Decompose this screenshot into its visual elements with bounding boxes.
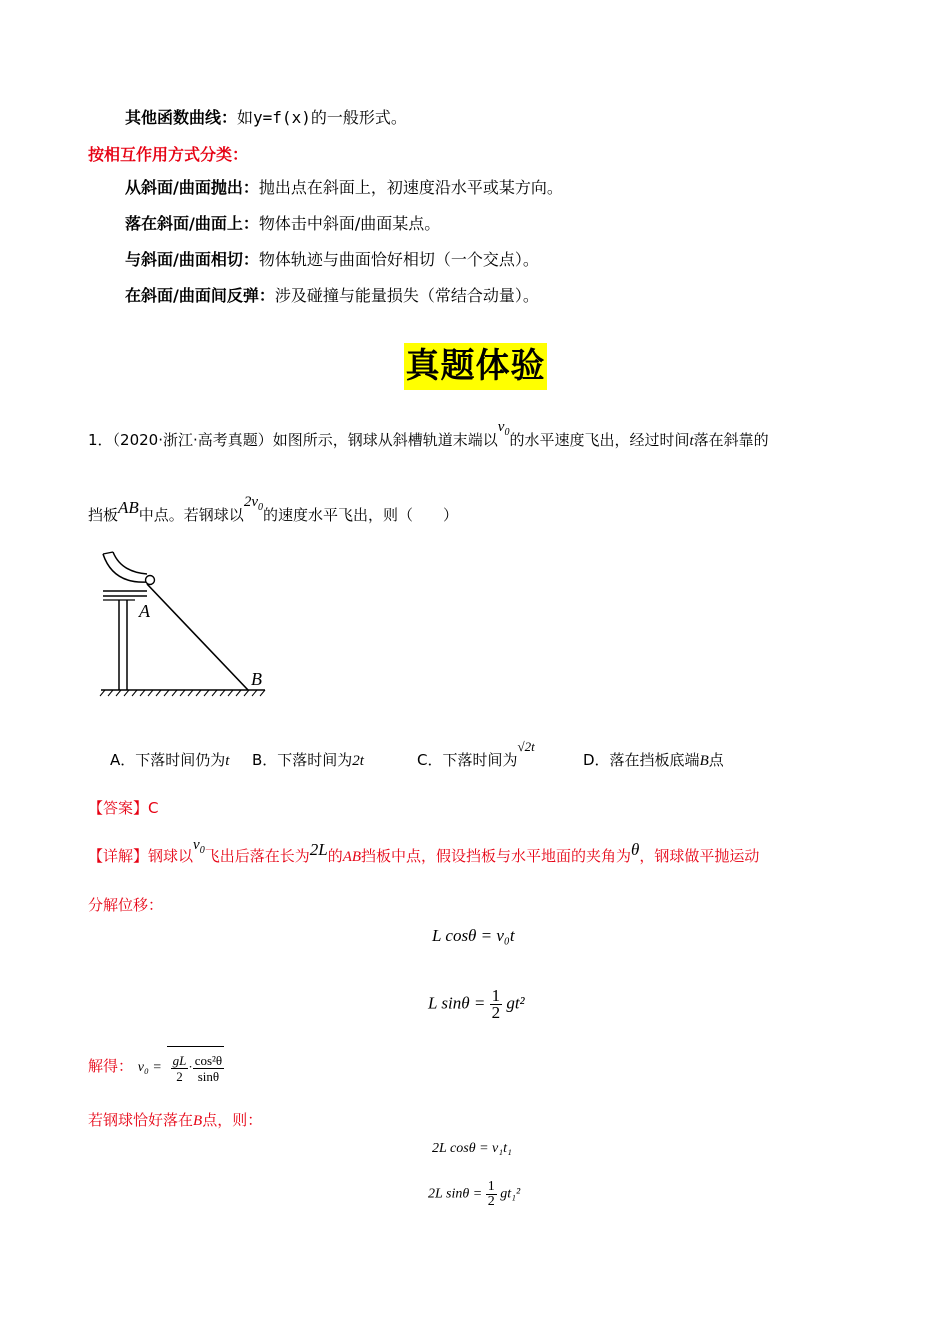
- option-c: C．下落时间为√2t: [417, 739, 535, 769]
- answer-tag: 【答案】: [88, 799, 149, 817]
- board-ab: [147, 584, 248, 690]
- line-other-curves: 其他函数曲线：如y=f(x)的一般形式。: [125, 108, 407, 127]
- option-a: A．下落时间仍为t: [110, 751, 230, 769]
- sqrt-expression: $\frac{gL}{2}$ · $\frac{\text{cos²θ}}{\sin\theta}$: [167, 1046, 225, 1087]
- explain-tag: 【详解】: [88, 847, 149, 865]
- answer-value: C: [148, 799, 159, 817]
- equation-3: 2L cosθ = v₁t₁: [432, 1141, 512, 1156]
- formula-yfx: y=f(x): [253, 108, 311, 127]
- question-number: 1．: [88, 431, 113, 449]
- equation-4: 2L sinθ = $\frac{1}{2}$ gt₁²: [428, 1179, 521, 1209]
- explain-line-2: 分解位移：: [88, 896, 164, 914]
- equation-1: L cosθ = v₀t: [432, 926, 515, 945]
- ball-icon: [146, 576, 155, 585]
- question-source: （2020·浙江·高考真题）: [112, 431, 273, 449]
- label-a: A: [139, 601, 150, 621]
- explain-line-1: 【详解】钢球以$v_0$飞出后落在长为2L的AB挡板中点，假设挡板与水平地面的夹角为θ，钢球做平抛运动: [88, 837, 760, 865]
- line-tangent-slope: 与斜面/曲面相切：物体轨迹与曲面恰好相切（一个交点）。: [125, 250, 539, 269]
- label-b: B: [251, 669, 262, 689]
- question-figure: [95, 548, 275, 700]
- equation-2: L sinθ = $\frac{1}{2}$ gt²: [428, 986, 525, 1022]
- question-line-1: 1．（2020·浙江·高考真题）如图所示，钢球从斜槽轨道末端以$v_0$的水平速度飞出，经过时间t落在斜靠的: [88, 419, 769, 449]
- option-d: D．落在挡板底端B点: [583, 751, 724, 769]
- option-b: B．下落时间为2t: [252, 751, 364, 769]
- explain-line-3: 若钢球恰好落在B点，则：: [88, 1111, 263, 1129]
- section-title: 真题体验: [404, 343, 547, 390]
- heading-interaction-classification: 按相互作用方式分类：: [88, 145, 249, 164]
- question-line-2: 挡板AB中点。若钢球以$2v_0$的速度水平飞出，则（ ）: [88, 494, 458, 524]
- label-other-curves: 其他函数曲线：: [125, 108, 238, 127]
- line-land-on-slope: 落在斜面/曲面上：物体击中斜面/曲面某点。: [125, 214, 441, 233]
- line-throw-from-slope: 从斜面/曲面抛出：抛出点在斜面上，初速度沿水平或某方向。: [125, 178, 563, 197]
- solve-line: 解得： v₀ = $\frac{gL}{2}$ · $\frac{\text{cos²θ}}{\sin\theta}$: [88, 1046, 224, 1088]
- line-bounce-slope: 在斜面/曲面间反弹：涉及碰撞与能量损失（常结合动量）。: [125, 286, 539, 305]
- answer-line: [88, 796, 159, 820]
